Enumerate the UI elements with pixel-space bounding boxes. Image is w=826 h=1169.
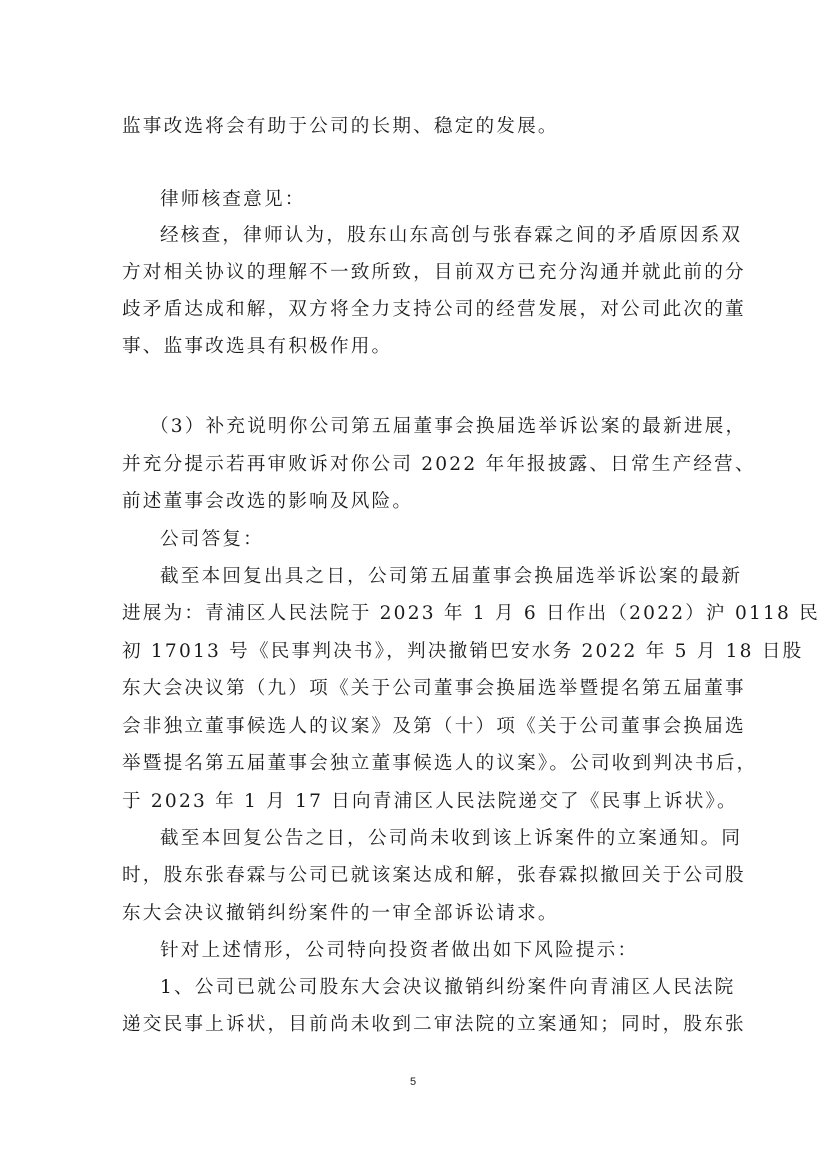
text-line: 初 17013 号《民事判决书》，判决撤销巴安水务 2022 年 5 月 18 日股 xyxy=(122,641,804,662)
text-line: 举暨提名第五届董事会独立董事候选人的议案》。公司收到判决书后， xyxy=(122,753,758,774)
text-line: 时，股东张春霖与公司已就该案达成和解，张春霖拟撤回关于公司股 xyxy=(122,865,746,886)
text-line: 歧矛盾达成和解，双方将全力支持公司的经营发展，对公司此次的董 xyxy=(122,299,746,320)
text-line: 于 2023 年 1 月 17 日向青浦区人民法院递交了《民事上诉状》。 xyxy=(122,791,738,812)
text-line: 并充分提示若再审败诉对你公司 2022 年年报披露、日常生产经营、 xyxy=(122,454,756,475)
text-line: 1、公司已就公司股东大会决议撤销纠纷案件向青浦区人民法院 xyxy=(160,977,736,998)
answer-heading: 公司答复： xyxy=(160,529,264,550)
text-line: 递交民事上诉状，目前尚未收到二审法院的立案通知；同时，股东张 xyxy=(122,1014,746,1035)
text-line: 截至本回复公告之日，公司尚未收到该上诉案件的立案通知。同 xyxy=(160,828,743,849)
text-line: 东大会决议撤销纠纷案件的一审全部诉讼请求。 xyxy=(122,903,559,924)
question-heading: （3）补充说明你公司第五届董事会换届选举诉讼案的最新进展， xyxy=(150,416,747,437)
text-line: 事、监事改选具有积极作用。 xyxy=(122,336,393,357)
text-line: 律师核查意见： xyxy=(160,189,306,210)
text-line: 针对上述情形，公司特向投资者做出如下风险提示： xyxy=(160,940,639,961)
text-line: 截至本回复出具之日，公司第五届董事会换届选举诉讼案的最新 xyxy=(160,566,743,587)
text-line: 监事改选将会有助于公司的长期、稳定的发展。 xyxy=(122,116,559,137)
text-line: 前述董事会改选的影响及风险。 xyxy=(122,491,414,512)
text-line: 东大会决议第（九）项《关于公司董事会换届选举暨提名第五届董事 xyxy=(122,678,746,699)
text-line: 方对相关协议的理解不一致所致，目前双方已充分沟通并就此前的分 xyxy=(122,262,746,283)
text-line: 进展为：青浦区人民法院于 2023 年 1 月 6 日作出（2022）沪 0118 民 xyxy=(122,603,820,624)
text-line: 经核查，律师认为，股东山东高创与张春霖之间的矛盾原因系双 xyxy=(160,225,743,246)
page-number: 5 xyxy=(409,1076,417,1088)
text-line: 会非独立董事候选人的议案》及第（十）项《关于公司董事会换届选 xyxy=(122,716,746,737)
